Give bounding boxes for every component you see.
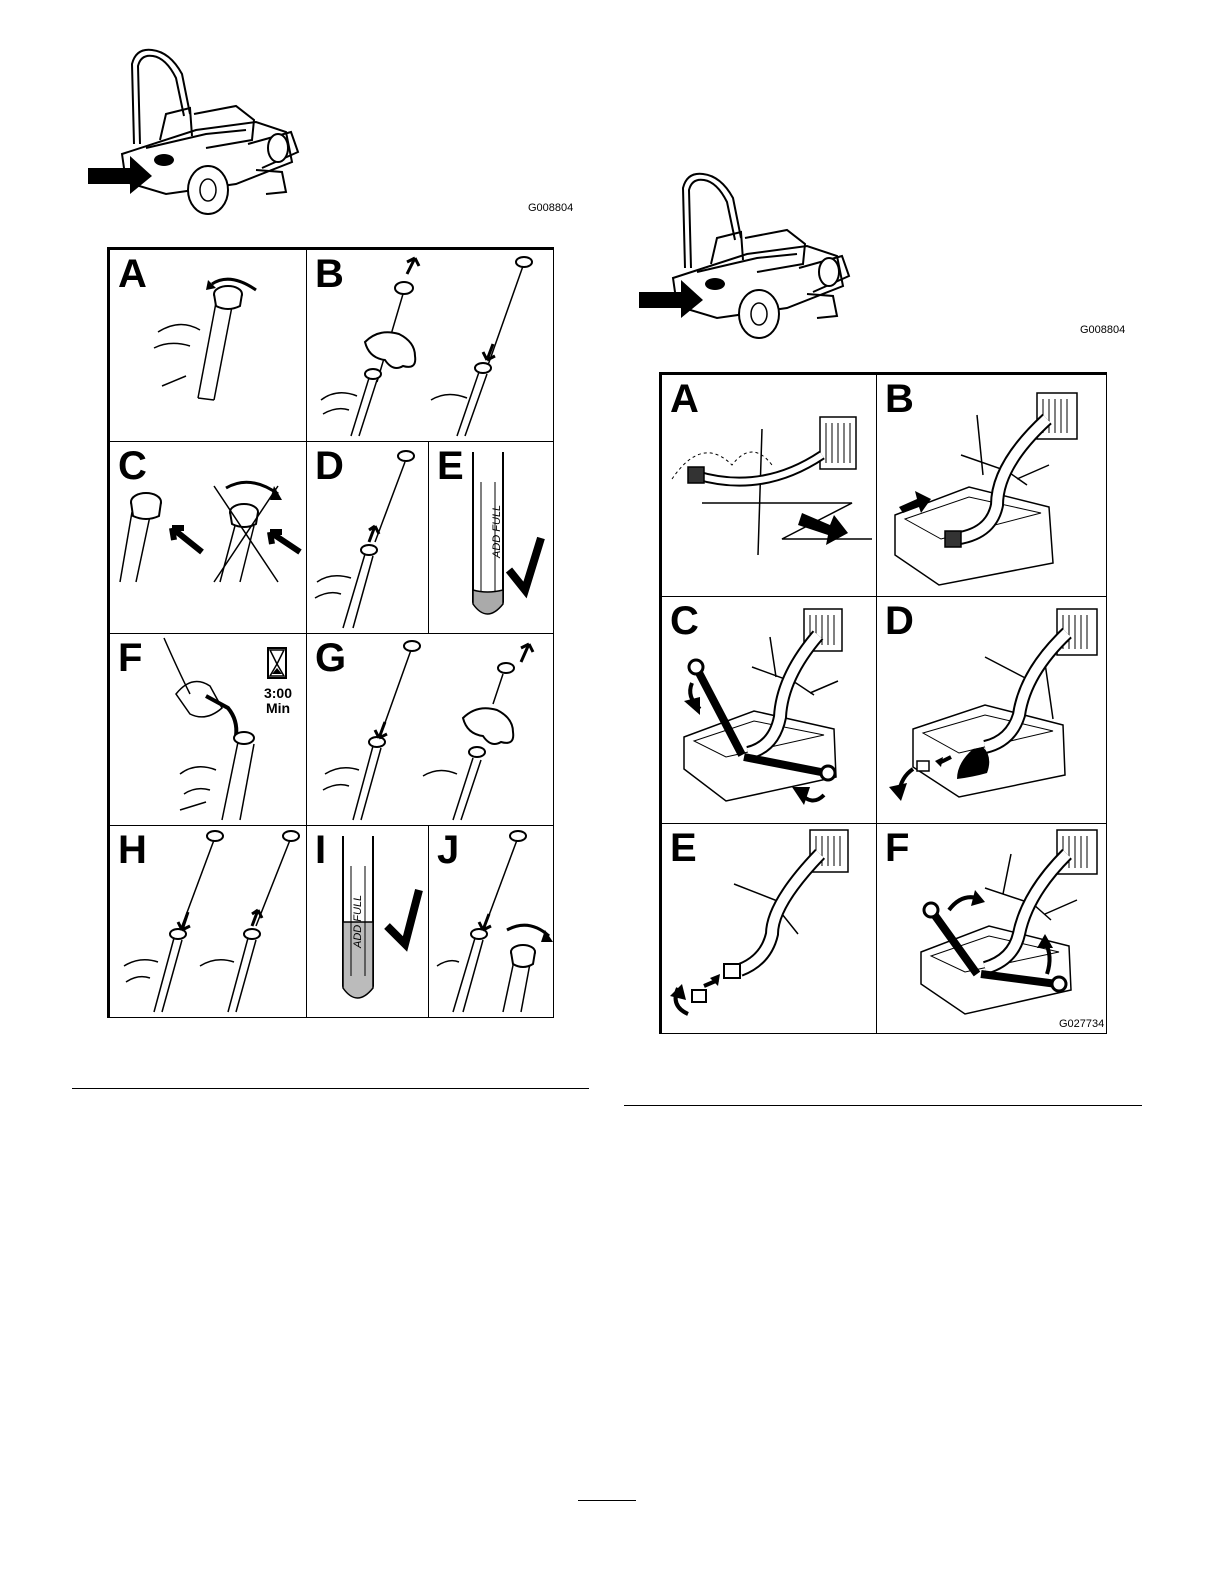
panel-g-label: G: [315, 636, 347, 680]
right-panel-c: [661, 596, 877, 824]
right-panel-e-label: E: [670, 826, 697, 870]
right-panel-d: [876, 596, 1107, 824]
right-panel-b-label: B: [885, 377, 914, 421]
seat-dipstick-illustration: [110, 826, 307, 1018]
right-procedure-grid: [659, 372, 1107, 1034]
insert-dipstick-illustration: [307, 442, 429, 634]
panel-e-dipstick-text: ADD FULL: [491, 504, 503, 558]
recheck-dipstick-illustration: [307, 634, 554, 826]
left-section-divider: [72, 1088, 589, 1089]
left-procedure-grid: [107, 247, 554, 1018]
panel-b-label: B: [315, 252, 344, 296]
timer-unit: Min: [265, 700, 291, 716]
timer-display: [253, 686, 303, 716]
panel-b: [306, 249, 554, 442]
right-panel-f: [876, 823, 1107, 1034]
panel-f-label: F: [118, 636, 143, 680]
loosen-fitting-illustration: [662, 597, 877, 824]
panel-c-label: C: [118, 444, 147, 488]
panel-i: [306, 825, 429, 1018]
right-section-divider: [624, 1105, 1142, 1106]
panel-c: [109, 441, 307, 634]
panel-a: [109, 249, 307, 442]
tighten-fitting-illustration: [877, 824, 1107, 1034]
right-mower-illustration: [637, 168, 867, 344]
remove-cap-illustration: [110, 250, 307, 442]
right-grid-code: G027734: [1059, 1018, 1105, 1030]
panel-g: [306, 633, 554, 826]
panel-i-dipstick-text: ADD FULL: [352, 894, 364, 948]
remove-fitting-illustration: [662, 824, 877, 1034]
dipstick-full-ok-illustration: [307, 826, 429, 1018]
add-oil-illustration: [110, 634, 307, 826]
left-figure-code: G008804: [528, 202, 574, 214]
panel-e: [428, 441, 554, 634]
disconnect-hose-illustration: [662, 375, 877, 597]
right-panel-f-label: F: [885, 826, 910, 870]
left-mower-illustration: [86, 44, 316, 220]
panel-a-label: A: [118, 252, 147, 296]
right-panel-a: [661, 374, 877, 597]
panel-j-label: J: [437, 828, 460, 872]
page-number-rule: [578, 1500, 636, 1501]
right-panel-a-label: A: [670, 377, 699, 421]
timer-value: 3:00: [263, 685, 293, 701]
panel-f: [109, 633, 307, 826]
panel-i-label: I: [315, 828, 327, 872]
panel-e-label: E: [437, 444, 464, 488]
panel-h-label: H: [118, 828, 147, 872]
right-panel-b: [876, 374, 1107, 597]
right-panel-c-label: C: [670, 599, 699, 643]
right-panel-d-label: D: [885, 599, 914, 643]
install-cap-illustration: [429, 826, 554, 1018]
wipe-dipstick-illustration: [307, 250, 554, 442]
right-panel-e: [661, 823, 877, 1034]
right-figure-code: G008804: [1080, 324, 1126, 336]
cap-seating-illustration: [110, 442, 307, 634]
panel-d: [306, 441, 429, 634]
panel-d-label: D: [315, 444, 344, 488]
panel-j: [428, 825, 554, 1018]
panel-h: [109, 825, 307, 1018]
drain-oil-illustration: [877, 597, 1107, 824]
hose-into-pan-illustration: [877, 375, 1107, 597]
